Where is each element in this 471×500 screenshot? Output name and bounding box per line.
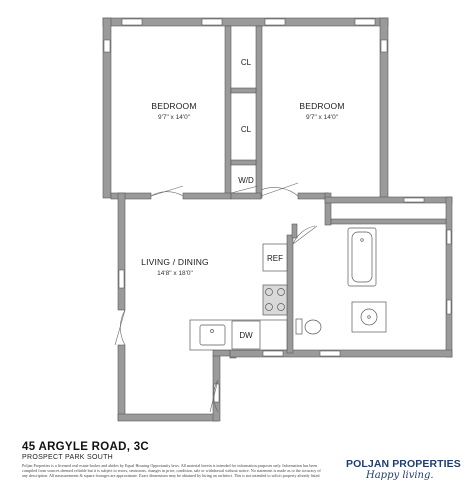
bedroom-right-dims: 9'7" x 14'0" bbox=[305, 114, 339, 121]
sink bbox=[200, 325, 225, 345]
living-dims: 14'8" x 18'0" bbox=[157, 270, 193, 277]
brand-tagline: Happy living. bbox=[366, 470, 434, 481]
listing-neighborhood: PROSPECT PARK SOUTH bbox=[22, 454, 114, 461]
bathroom bbox=[296, 228, 386, 334]
toilet-tank bbox=[296, 319, 302, 334]
refrigerator-label: REF bbox=[267, 254, 283, 263]
dishwasher-label: DW bbox=[239, 331, 253, 340]
legal-disclaimer: Poljan Properties is a licensed real estate broker and abides by Equal Housing Opportunity laws. All material herein is intended for information purposes only. Information has been compiled from sources deemed reliable but it is subject to errors, omissions, changes in price, condition, sale or withdrawal without notice. No statement is made as to the accuracy of any description. All measurements & square footages are approximate. Exact dimensions may be obtained by hiring an architect. This is not intended to solicit property already listed. bbox=[22, 463, 321, 478]
brand-name: POLJAN PROPERTIES bbox=[346, 458, 461, 470]
listing-address: 45 ARGYLE ROAD, 3C bbox=[22, 441, 150, 453]
washer-dryer-label: W/D bbox=[238, 176, 254, 185]
bedroom-left-dims: 9'7" x 14'0" bbox=[157, 114, 191, 121]
walls bbox=[103, 18, 452, 421]
listing-caption bbox=[22, 441, 149, 461]
living-name: LIVING / DINING bbox=[141, 257, 209, 267]
closet-bottom-label: CL bbox=[240, 125, 252, 134]
toilet-bowl bbox=[305, 320, 321, 334]
bedroom-right-name: BEDROOM bbox=[299, 101, 345, 111]
bedroom-left-name: BEDROOM bbox=[151, 101, 197, 111]
brand-logo bbox=[346, 458, 461, 481]
closet-top-label: CL bbox=[240, 58, 252, 67]
